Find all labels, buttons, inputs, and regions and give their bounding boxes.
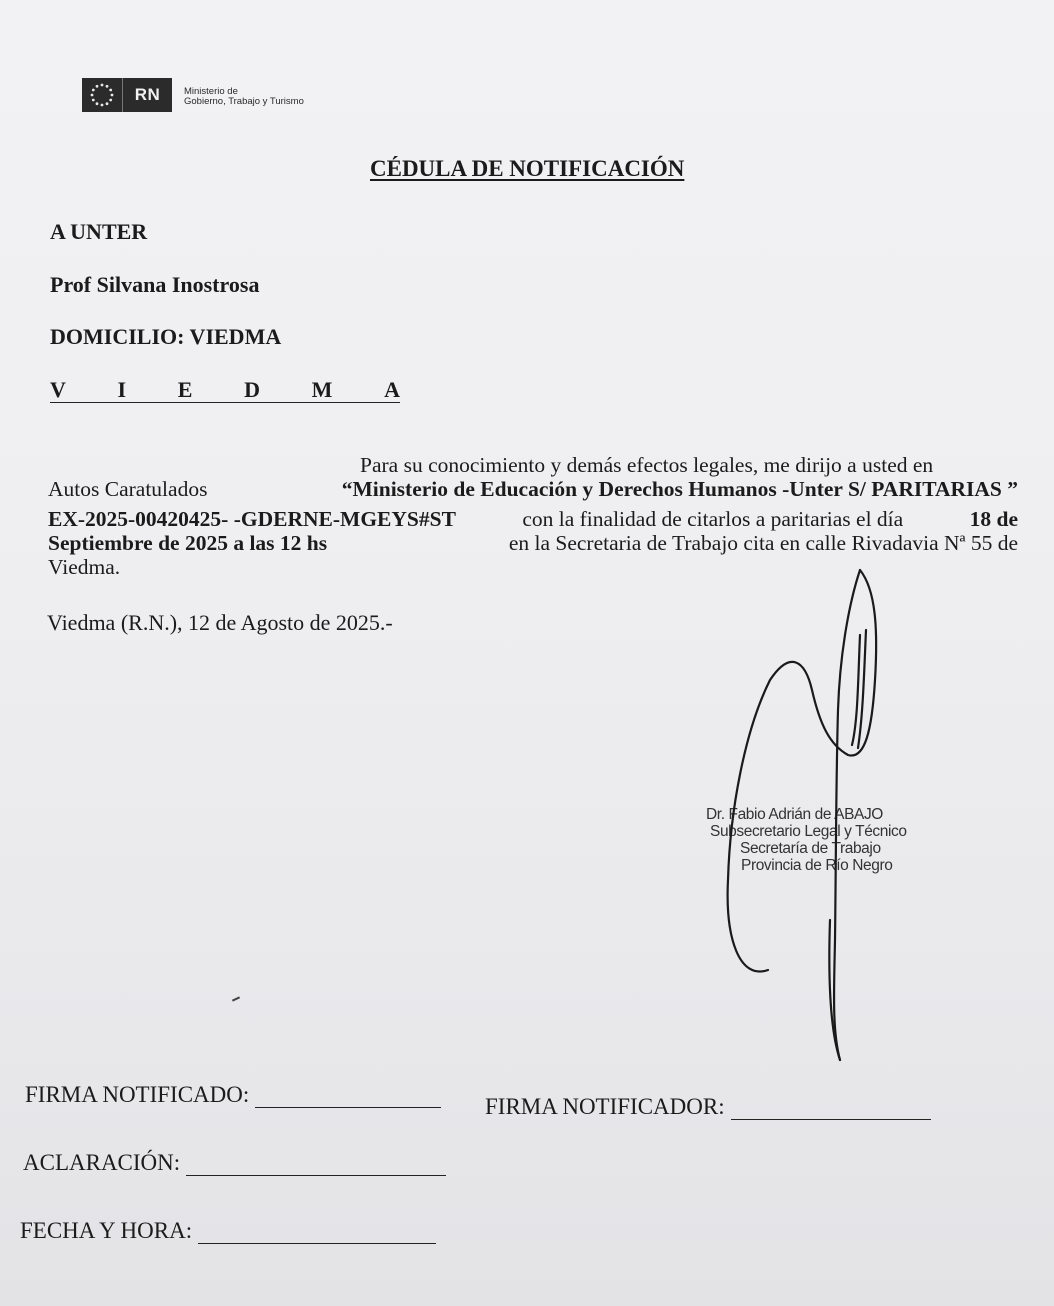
domicile: DOMICILIO: VIEDMA	[50, 324, 282, 349]
paragraph-text: en la Secretaria de Trabajo cita en calle Rivadavia Nª 55 de	[508, 531, 1018, 555]
fecha-hora-label: FECHA Y HORA:	[20, 1218, 193, 1243]
ministry-caption	[184, 87, 304, 107]
paragraph-line-1: Para su conocimiento y demás efectos legales, me dirijo a usted en	[360, 453, 934, 477]
city-letter: I	[117, 377, 127, 402]
fecha-hora-field[interactable]	[20, 1218, 436, 1244]
paragraph-line-5: Viedma.	[48, 555, 121, 579]
firma-notificador-field[interactable]	[485, 1094, 931, 1120]
circle-of-stars-icon	[82, 78, 123, 112]
meeting-date-part1: 18 de	[969, 507, 1018, 531]
paragraph-text: Autos Caratulados	[48, 477, 208, 501]
firma-notificado-line[interactable]	[255, 1087, 441, 1108]
aclaracion-label: ACLARACIÓN:	[23, 1150, 181, 1175]
paragraph-line-3	[48, 506, 1018, 532]
paragraph-text: con la finalidad de citarlos a paritarias el día	[522, 507, 904, 531]
person-name: Prof Silvana Inostrosa	[50, 272, 260, 297]
paragraph-line-2	[48, 476, 1018, 502]
city-letter: E	[177, 377, 193, 402]
document-title: CÉDULA DE NOTIFICACIÓN	[370, 156, 685, 181]
city-spaced	[50, 378, 400, 403]
firma-notificado-field[interactable]	[25, 1082, 441, 1108]
recipient: A UNTER	[50, 219, 148, 244]
stamp-line-1: Dr. Fabio Adrián de ABAJO	[706, 806, 883, 823]
stamp-line-3: Secretaría de Trabajo	[740, 840, 881, 857]
ministry-caption-line2: Gobierno, Trabajo y Turismo	[184, 96, 304, 107]
fecha-hora-line[interactable]	[198, 1223, 436, 1244]
case-number: EX-2025-00420425- -GDERNE-MGEYS#ST	[48, 507, 456, 531]
firma-notificado-label: FIRMA NOTIFICADO:	[25, 1082, 250, 1107]
meeting-date-part2: Septiembre de 2025 a las 12 hs	[48, 531, 328, 555]
paragraph-line-4	[48, 530, 1018, 556]
ministry-caption-line1: Ministerio de	[184, 86, 238, 97]
aclaracion-field[interactable]	[23, 1150, 446, 1176]
rn-logo	[82, 78, 172, 112]
firma-notificador-label: FIRMA NOTIFICADOR:	[485, 1094, 725, 1119]
aclaracion-line[interactable]	[186, 1155, 446, 1176]
city-letter: M	[311, 377, 333, 402]
city-letter: V	[50, 377, 66, 402]
date-place: Viedma (R.N.), 12 de Agosto de 2025.-	[47, 610, 393, 635]
city-letter: A	[384, 377, 400, 402]
stamp-line-4: Provincia de Río Negro	[741, 857, 893, 874]
handwritten-signature	[700, 560, 940, 1070]
ink-speck	[232, 996, 240, 1001]
firma-notificador-line[interactable]	[731, 1099, 931, 1120]
logo-rn-text: RN	[134, 85, 161, 104]
stamp-line-2: Subsecretario Legal y Técnico	[710, 823, 907, 840]
city-letter: D	[244, 377, 260, 402]
case-title: “Ministerio de Educación y Derechos Humanos -Unter S/ PARITARIAS ”	[341, 477, 1018, 501]
